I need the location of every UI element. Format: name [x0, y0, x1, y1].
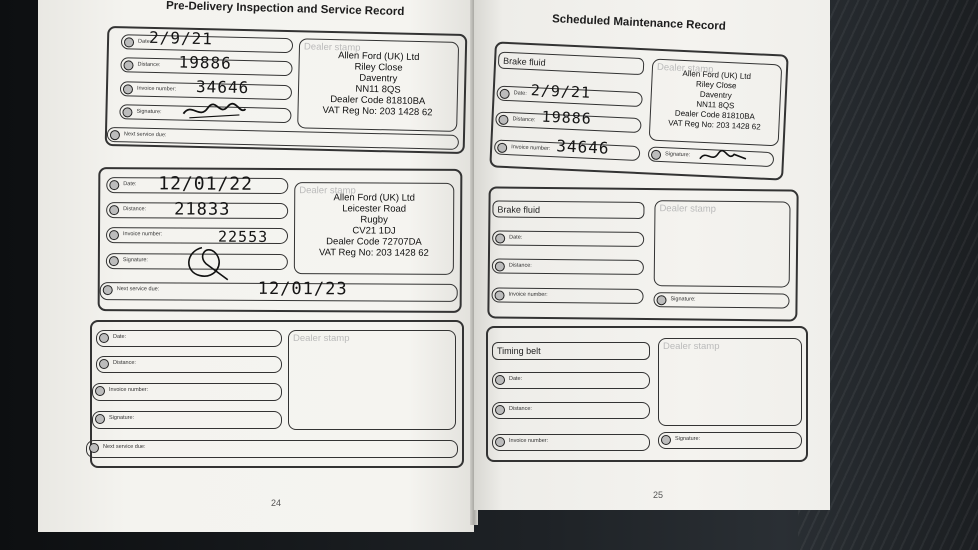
dealer-stamp-box: Dealer stamp Allen Ford (UK) Ltd Riley Close Daventry NN11 8QS Dealer Code 81810BA VAT Reg No: 203 1428 62 — [297, 38, 459, 132]
radio-dot-icon — [495, 437, 505, 447]
handwritten-invoice: 34646 — [555, 136, 610, 158]
distance-field: Distance: — [106, 202, 288, 219]
signature-scribble — [698, 147, 749, 167]
dealer-stamp: Allen Ford (UK) Ltd Riley Close Daventry NN11 8QS Dealer Code 81810BA VAT Reg No: 203 1428 62 — [322, 50, 433, 119]
invoice-number-field: Invoice number: — [491, 287, 643, 304]
radio-dot-icon — [109, 230, 119, 240]
radio-dot-icon — [110, 130, 120, 140]
radio-dot-icon — [656, 295, 666, 305]
maintenance-record-1 — [489, 41, 788, 180]
service-record-3 — [90, 320, 464, 468]
radio-dot-icon — [123, 60, 133, 70]
service-record-2 — [98, 167, 463, 313]
handwritten-next-service: 12/01/23 — [257, 278, 348, 300]
radio-dot-icon — [124, 37, 134, 47]
radio-dot-icon — [495, 261, 505, 271]
dealer-stamp: Allen Ford (UK) Ltd Riley Close Daventry NN11 8QS Dealer Code 81810BA VAT Reg No: 203 1428 62 — [668, 68, 761, 132]
dealer-stamp-box: Dealer stamp Allen Ford (UK) Ltd Riley Close Daventry NN11 8QS Dealer Code 81810BA VAT Reg No: 203 1428 62 — [649, 59, 783, 147]
date-field: Date: — [492, 230, 644, 247]
signature-field: Signature: — [92, 411, 282, 429]
signature-scribble — [180, 241, 240, 281]
radio-dot-icon — [103, 285, 113, 295]
right-page — [474, 0, 830, 510]
handwritten-distance: 19886 — [541, 107, 593, 128]
distance-field: Distance: — [120, 57, 292, 76]
invoice-number-field: Invoice number: — [494, 139, 641, 161]
date-field: Date: — [496, 86, 643, 108]
next-service-field: Next service due: — [100, 282, 458, 302]
handwritten-invoice: 22553 — [217, 227, 269, 246]
page-title: Scheduled Maintenance Record — [551, 13, 727, 33]
page-number: 24 — [271, 498, 282, 508]
handwritten-distance: 21833 — [174, 199, 231, 220]
distance-field: Distance: — [492, 402, 650, 419]
radio-dot-icon — [651, 149, 661, 159]
radio-dot-icon — [495, 233, 505, 243]
distance-field: Distance: — [495, 112, 642, 134]
next-service-field: Next service due: — [107, 127, 459, 150]
left-page — [38, 0, 474, 532]
date-field: Date: — [121, 34, 293, 53]
date-field: Date: — [96, 330, 282, 347]
radio-dot-icon — [122, 107, 132, 117]
dealer-stamp-box: Dealer stamp Allen Ford (UK) Ltd Leicester Road Rugby CV21 1DJ Dealer Code 72707DA VAT Reg No: 203 1428 62 — [294, 182, 454, 275]
radio-dot-icon — [95, 414, 105, 424]
invoice-number-field: Invoice number: — [120, 81, 292, 100]
dealer-stamp-box: Dealer stamp — [288, 330, 456, 430]
handwritten-distance: 19886 — [178, 52, 232, 73]
radio-dot-icon — [109, 256, 119, 266]
radio-dot-icon — [497, 142, 507, 152]
distance-field: Distance: — [492, 258, 644, 275]
next-service-field: Next service due: — [86, 440, 458, 458]
dealer-stamp: Allen Ford (UK) Ltd Leicester Road Rugby CV21 1DJ Dealer Code 72707DA VAT Reg No: 203 1428 62 — [318, 192, 429, 259]
distance-field: Distance: — [96, 356, 282, 373]
signature-scribble — [179, 100, 249, 124]
invoice-number-field: Invoice number: — [492, 434, 650, 451]
page-number: 25 — [653, 490, 664, 500]
service-record-1 — [105, 26, 468, 154]
radio-dot-icon — [95, 386, 105, 396]
radio-dot-icon — [123, 84, 133, 94]
maintenance-record-3 — [486, 326, 808, 462]
date-field: Date: — [492, 372, 650, 389]
radio-dot-icon — [661, 435, 671, 445]
radio-dot-icon — [99, 359, 109, 369]
maintenance-record-2 — [487, 186, 798, 321]
invoice-number-field: Invoice number: — [106, 227, 288, 244]
dealer-stamp-box: Dealer stamp — [658, 338, 802, 426]
handwritten-date: 2/9/21 — [148, 27, 214, 49]
handwritten-invoice: 34646 — [195, 76, 250, 98]
signature-field: Signature: — [648, 146, 775, 167]
radio-dot-icon — [99, 333, 109, 343]
invoice-number-field: Invoice number: — [92, 383, 282, 401]
radio-dot-icon — [109, 205, 119, 215]
dealer-stamp-box: Dealer stamp — [654, 200, 791, 287]
task-label-box: Brake fluid — [498, 52, 645, 76]
signature-field: Signature: — [106, 253, 288, 270]
radio-dot-icon — [498, 114, 508, 124]
handwritten-date: 12/01/22 — [158, 173, 254, 195]
radio-dot-icon — [109, 180, 119, 190]
signature-field: Signature: — [653, 292, 789, 308]
date-field: Date: — [106, 177, 288, 194]
task-label-box: Timing belt — [492, 342, 650, 360]
radio-dot-icon — [495, 290, 505, 300]
signature-field: Signature: — [658, 432, 802, 449]
radio-dot-icon — [89, 443, 99, 453]
radio-dot-icon — [495, 375, 505, 385]
page-title: Pre-Delivery Inspection and Service Record — [165, 0, 405, 19]
task-label-box: Brake fluid — [492, 200, 644, 219]
signature-field: Signature: — [119, 104, 291, 123]
radio-dot-icon — [499, 88, 509, 98]
radio-dot-icon — [495, 405, 505, 415]
handwritten-date: 2/9/21 — [530, 81, 592, 102]
